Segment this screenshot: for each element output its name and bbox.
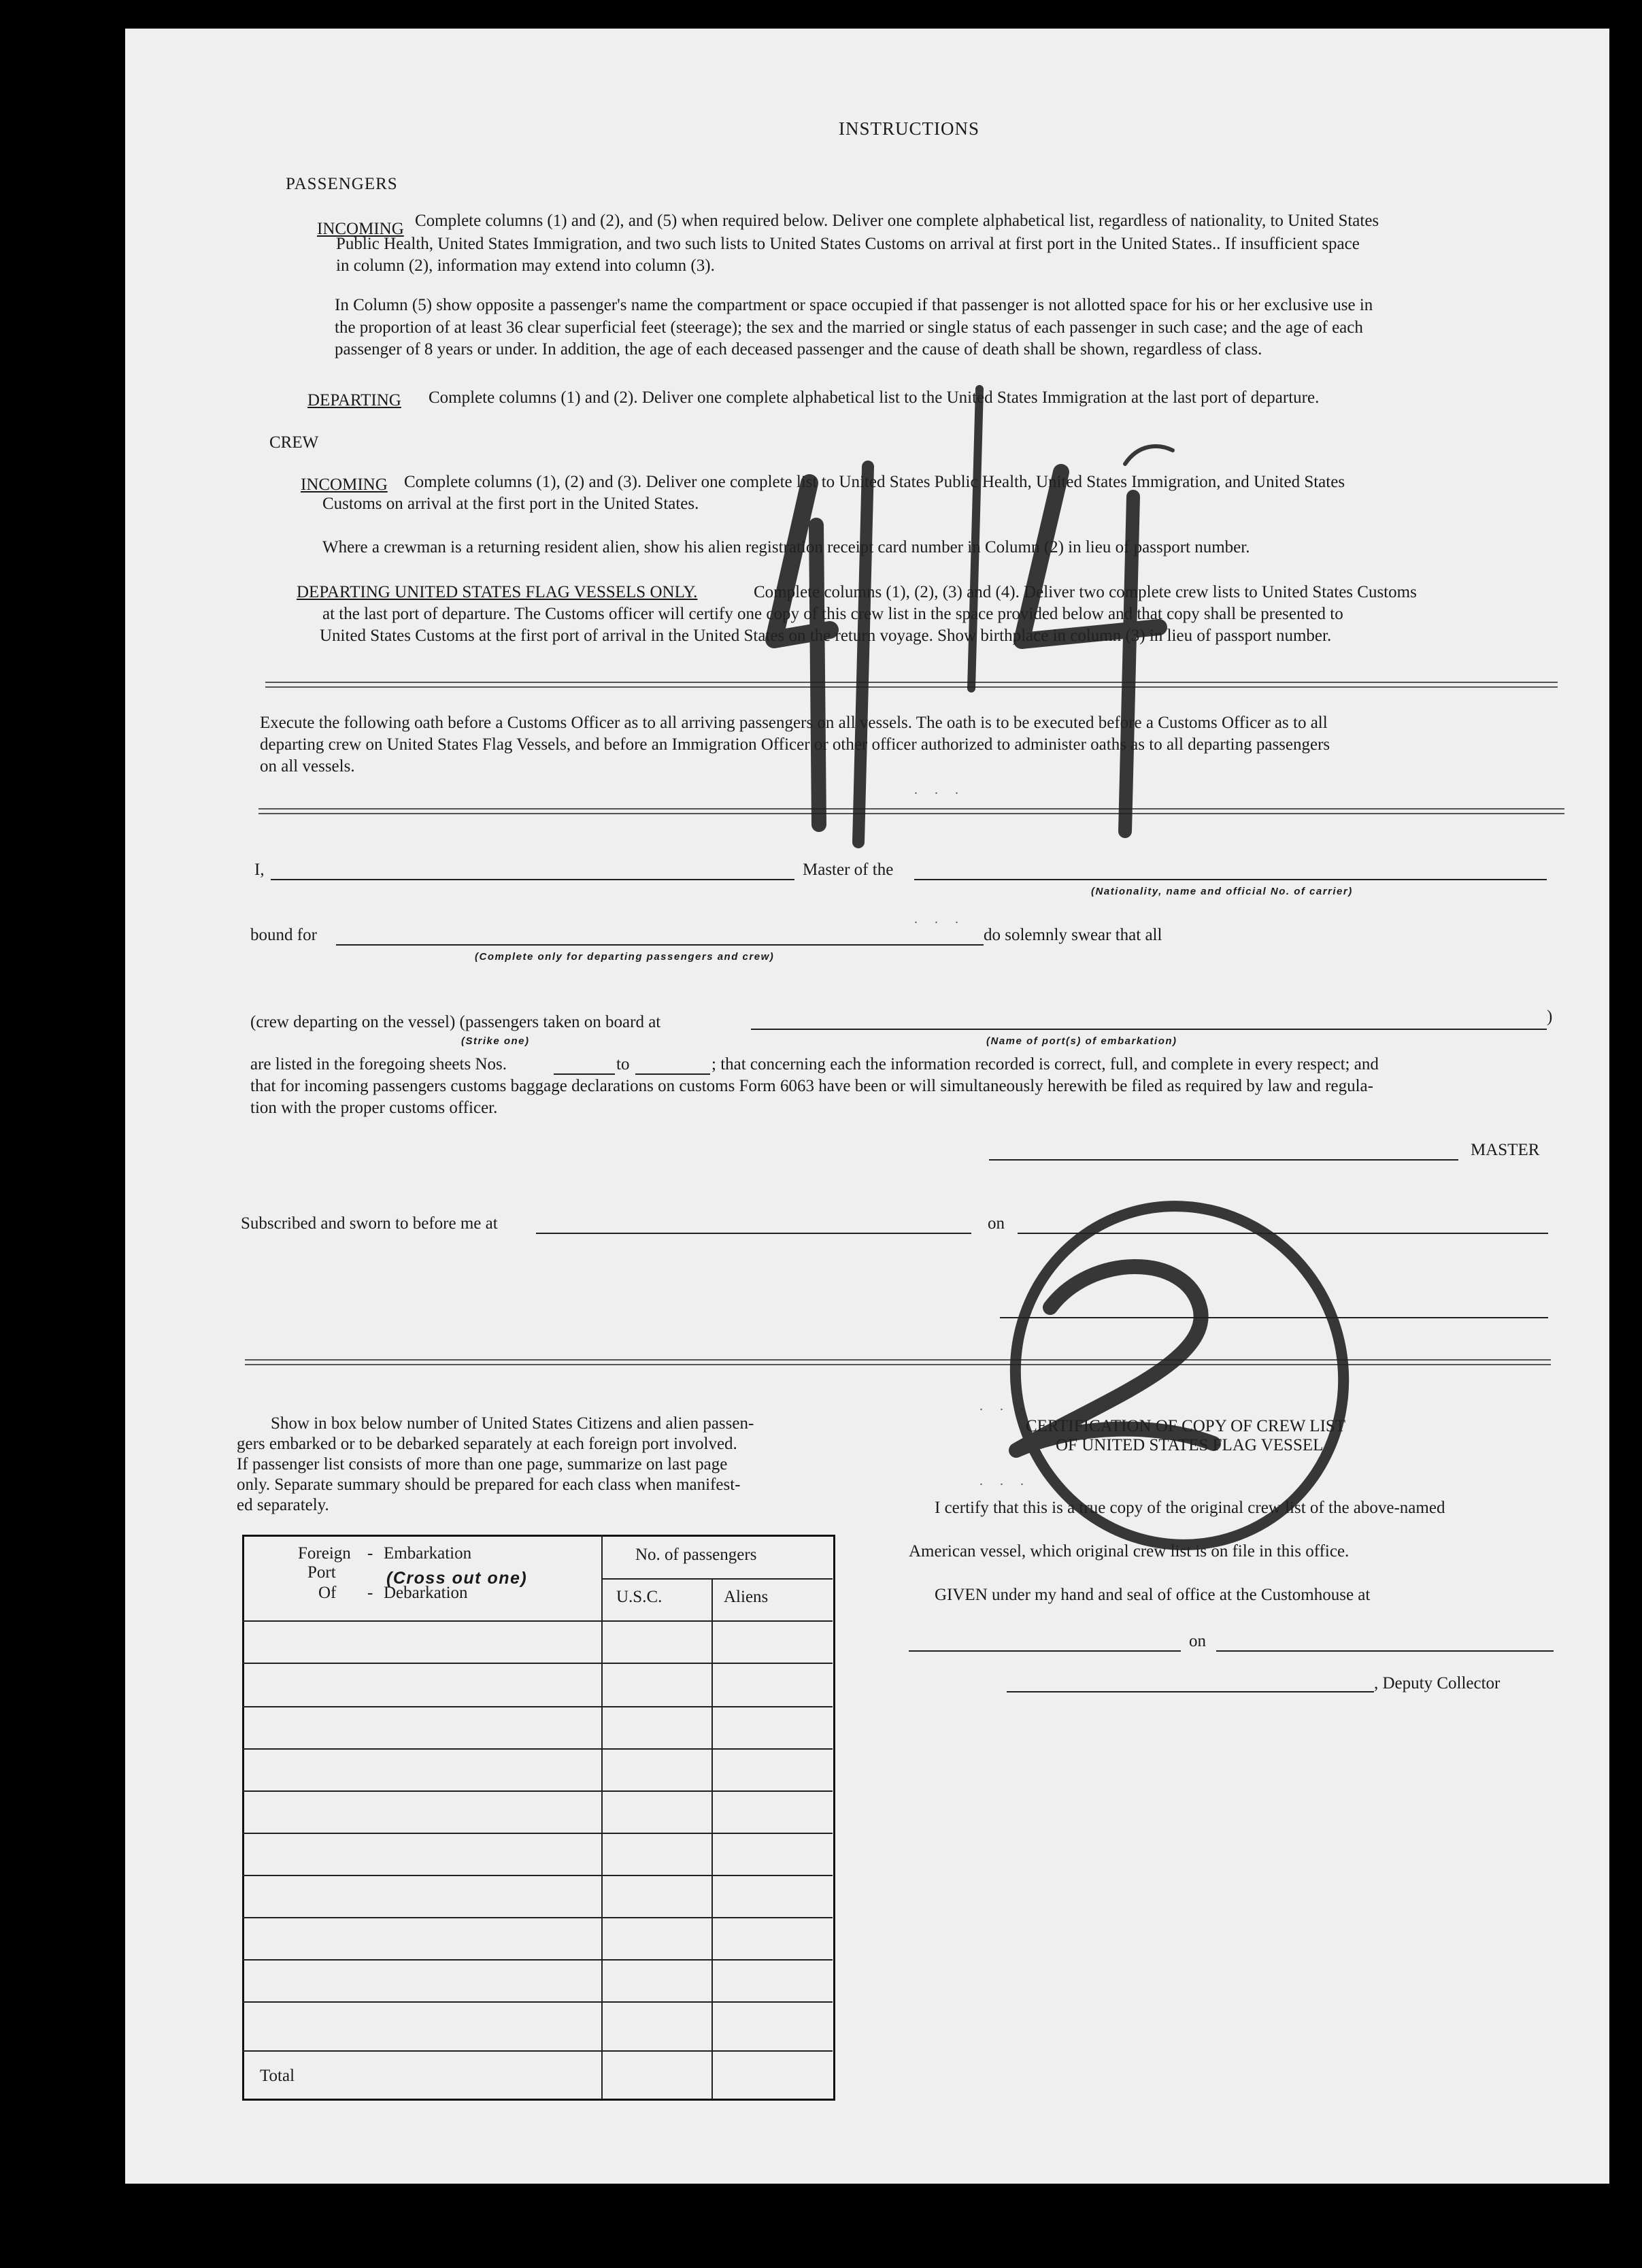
summary-line1: Show in box below number of United States Citizens and alien passen- — [271, 1414, 754, 1433]
th-debarkation: Debarkation — [384, 1584, 468, 1602]
handwritten-stroke — [1125, 497, 1133, 831]
summary-line4: only. Separate summary should be prepared for each class when manifest- — [237, 1475, 741, 1494]
handwritten-two — [1016, 1267, 1213, 1450]
certification-title-2: OF UNITED STATES FLAG VESSEL — [1056, 1436, 1324, 1454]
flag-vessels-line3: United States Customs at the first port of arrival in the United States on the return voyage. Show birthplace in column (3) in lieu of passport number. — [320, 627, 1332, 645]
crew-incoming-label: INCOMING — [301, 476, 388, 494]
th-aliens: Aliens — [724, 1588, 769, 1606]
th-port: Port — [307, 1563, 336, 1582]
th-usc: U.S.C. — [616, 1588, 663, 1606]
th-cross-out: (Cross out one) — [386, 1569, 528, 1588]
passengers-incoming-line1: Complete columns (1) and (2), and (5) when required below. Deliver one complete alphabetical list, regardless of nationality, to United States — [415, 212, 1379, 230]
oath-line3: on all vessels. — [260, 757, 355, 776]
handwritten-stroke — [816, 525, 819, 824]
crew-departing-text: (crew departing on the vessel) (passengers taken on board at — [250, 1013, 661, 1031]
column5-line3: passenger of 8 years or under. In addition, the age of each deceased passenger and the cause of death shall be shown, regardless of class. — [335, 340, 1262, 358]
handwritten-stroke — [858, 467, 868, 842]
th-foreign: Foreign — [298, 1544, 351, 1563]
summary-line2: gers embarked or to be debarked separately at each foreign port involved. — [237, 1435, 737, 1453]
passengers-incoming-line2: Public Health, United States Immigration, and two such lists to United States Customs on arrival at first port in the United States.. If insufficient space — [336, 235, 1360, 253]
th-no-passengers: No. of passengers — [635, 1546, 757, 1564]
close-paren: ) — [1547, 1007, 1553, 1026]
dot-marks: . . . — [979, 1473, 1031, 1488]
flag-vessels-line2: at the last port of departure. The Customs officer will certify one copy of this crew list in the space provided below and that copy shall be presented to — [322, 605, 1343, 623]
crew-heading: CREW — [269, 433, 319, 452]
summary-line3: If passenger list consists of more than one page, summarize on last page — [237, 1455, 728, 1473]
form-page — [125, 29, 1609, 2184]
th-dash2: - — [367, 1584, 373, 1602]
carrier-hint: (Nationality, name and official No. of carrier) — [1091, 886, 1353, 897]
listed-text-b: ; that concerning each the information recorded is correct, full, and complete in every respect; and — [711, 1055, 1379, 1073]
passengers-heading: PASSENGERS — [286, 175, 398, 193]
swear-text: do solemnly swear that all — [984, 926, 1162, 944]
listed-line2: that for incoming passengers customs baggage declarations on customs Form 6063 have been or will simultaneously herewith be filed as required by law and regula- — [250, 1077, 1373, 1095]
total-label: Total — [260, 2067, 295, 2085]
complete-only-hint: (Complete only for departing passengers and crew) — [475, 951, 775, 963]
master-of-label: Master of the — [803, 861, 894, 879]
flag-vessels-line1: Complete columns (1), (2), (3) and (4). Deliver two complete crew lists to United States Customs — [754, 583, 1417, 601]
column5-line2: the proportion of at least 36 clear superficial feet (steerage); the sex and the married or single status of each passenger in such case; and the age of each — [335, 318, 1363, 337]
certify-line3: GIVEN under my hand and seal of office at the Customhouse at — [935, 1586, 1371, 1604]
flag-vessels-label: DEPARTING UNITED STATES FLAG VESSELS ONLY. — [297, 583, 698, 601]
certify-line1: I certify that this is a true copy of the original crew list of the above-named — [935, 1499, 1445, 1517]
oath-line1: Execute the following oath before a Customs Officer as to all arriving passengers on all vessels. The oath is to be executed before a Customs Officer as to all — [260, 714, 1328, 732]
subscribed-label: Subscribed and sworn to before me at — [241, 1214, 498, 1233]
crew-incoming-line2: Customs on arrival at the first port in the United States. — [322, 495, 699, 513]
instructions-title: INSTRUCTIONS — [839, 118, 980, 139]
passengers-incoming-line3: in column (2), information may extend into column (3). — [336, 256, 715, 275]
certify-on-label: on — [1189, 1632, 1206, 1650]
crew-resident-alien-text: Where a crewman is a returning resident alien, show his alien registration receipt card number in Column (2) in lieu of passport number. — [322, 538, 1250, 556]
handwritten-circle — [968, 1160, 1391, 1591]
master-label: MASTER — [1471, 1141, 1540, 1159]
dot-marks: . . . — [914, 912, 965, 927]
th-dash1: - — [367, 1544, 373, 1563]
listed-to: to — [616, 1055, 630, 1073]
summary-line5: ed separately. — [237, 1496, 329, 1514]
crew-incoming-line1: Complete columns (1), (2) and (3). Deliver one complete list to United States Public Health, United States Immigration, and United States — [404, 473, 1345, 491]
passengers-incoming-label: INCOMING — [317, 220, 404, 238]
oath-line2: departing crew on United States Flag Vessels, and before an Immigration Officer or other officer authorized to administer oaths as to all departing passengers — [260, 735, 1330, 754]
column5-line1: In Column (5) show opposite a passenger's name the compartment or space occupied if that passenger is not allotted space for his or her exclusive use in — [335, 296, 1373, 314]
dot-marks: . . . — [914, 782, 965, 797]
passengers-departing-text: Complete columns (1) and (2). Deliver one complete alphabetical list to the United States Immigration at the last port of departure. — [429, 388, 1320, 407]
passengers-departing-label: DEPARTING — [307, 391, 401, 410]
bound-for-label: bound for — [250, 926, 317, 944]
strike-one-hint: (Strike one) — [461, 1035, 530, 1047]
handwritten-stroke — [971, 389, 979, 688]
port-hint: (Name of port(s) of embarkation) — [986, 1035, 1177, 1047]
th-of: Of — [318, 1584, 337, 1602]
certify-line2: American vessel, which original crew list is on file in this office. — [909, 1542, 1350, 1561]
handwritten-stroke — [1125, 446, 1173, 464]
oath-i-label: I, — [254, 861, 265, 879]
listed-line3: tion with the proper customs officer. — [250, 1099, 498, 1117]
certification-title-1: CERTIFICATION OF COPY OF CREW LIST — [1026, 1417, 1346, 1435]
listed-text-a: are listed in the foregoing sheets Nos. — [250, 1055, 507, 1073]
deputy-collector-label: , Deputy Collector — [1374, 1674, 1501, 1692]
th-embarkation: Embarkation — [384, 1544, 472, 1563]
handwriting-overlay — [125, 29, 1609, 2184]
sworn-on-label: on — [988, 1214, 1005, 1233]
dot-marks: . . . — [979, 1399, 1031, 1414]
